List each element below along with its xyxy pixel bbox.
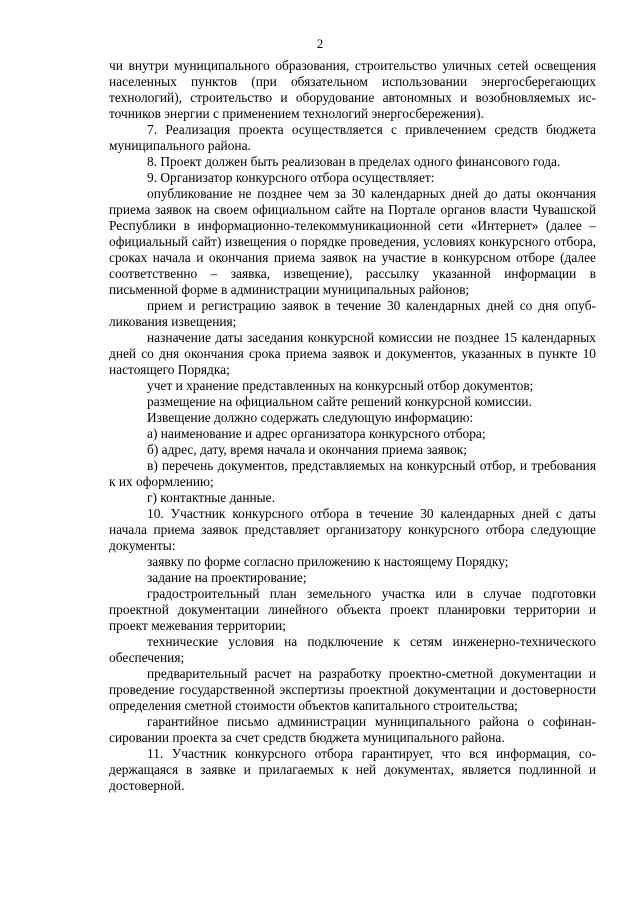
paragraph-item-9: 9. Организатор конкурсного отбора осуществляет: [147,170,435,185]
document-body [109,58,596,794]
paragraph-meeting-date: назначение даты заседания конкурсной комиссии не позднее 15 календарных дней со дня окончания срока приема заявок и документов, указанных в пункте 10 настоящего Порядка; [109,330,596,377]
list-item-v: в) перечень документов, представляемых на конкурсный отбор, и требования к их оформлению; [109,458,596,489]
list-item-b: б) адрес, дату, время начала и окончания приема заявок; [147,442,468,457]
list-item-g: г) контактные данные. [147,490,275,505]
paragraph-notice-contents: Извещение должно содержать следующую информацию: [147,410,474,425]
paragraph-continuation: чи внутри муниципального образования, строительство уличных сетей освещения населенных пунктов (при обязательном использовании энергосберегающих технологий), строительство и оборудование автономных и возобновляемых источников энергии с применением технологий энергосбережения). [109,58,596,121]
document-design-task: задание на проектирование; [147,570,307,585]
paragraph-item-8: 8. Проект должен быть реализован в пределах одного финансового года. [147,154,561,169]
document-urban-plan: градостроительный план земельного участка или в случае подготовки проектной документации линейного объекта проект планировки территории и проект межевания территории; [109,586,596,633]
list-item-a: а) наименование и адрес организатора конкурсного отбора; [147,426,486,441]
paragraph-item-11: 11. Участник конкурсного отбора гарантирует, что вся информация, содержащаяся в заявке и прилагаемых к ней документах, является подлинной и достоверной. [109,746,596,793]
paragraph-storage: учет и хранение представленных на конкурсный отбор документов; [147,378,534,393]
document-guarantee-letter: гарантийное письмо администрации муниципального района о софинансировании проекта за счет средств бюджета муниципального района. [109,714,596,745]
document-preliminary-calculation: предварительный расчет на разработку проектно-сметной документации и проведение государственной экспертизы проектной документации и достоверности определения сметной стоимости объектов капитального строительства; [109,666,596,713]
paragraph-publishing-decisions: размещение на официальном сайте решений конкурсной комиссии. [147,394,532,409]
page-number: 2 [316,36,324,51]
document-application: заявку по форме согласно приложению к настоящему Порядку; [147,554,509,569]
paragraph-reception: прием и регистрацию заявок в течение 30 календарных дней со дня опубликования извещения; [109,298,596,329]
paragraph-publication: опубликование не позднее чем за 30 календарных дней до даты окончания приема заявок на своем официальном сайте на Портале органов власти Чувашской Республики в информационно-телекоммуникационной сети «Интернет» (далее – официальный сайт) извещения о порядке проведения, условиях конкурсного отбора, сроках начала и окончания приема заявок на участие в конкурсном отборе (далее соответственно – заявка, извещение), рассылку указанной информации в письменной форме в администрации муниципальных районов; [109,186,596,297]
paragraph-item-10: 10. Участник конкурсного отбора в течение 30 календарных дней с даты начала приема заявок представляет организатору конкурсного отбора следующие документы: [109,506,596,553]
document-technical-conditions: технические условия на подключение к сетям инженерно-технического обеспечения; [109,634,596,665]
paragraph-item-7: 7. Реализация проекта осуществляется с привлечением средств бюджета муниципального района. [109,122,596,153]
